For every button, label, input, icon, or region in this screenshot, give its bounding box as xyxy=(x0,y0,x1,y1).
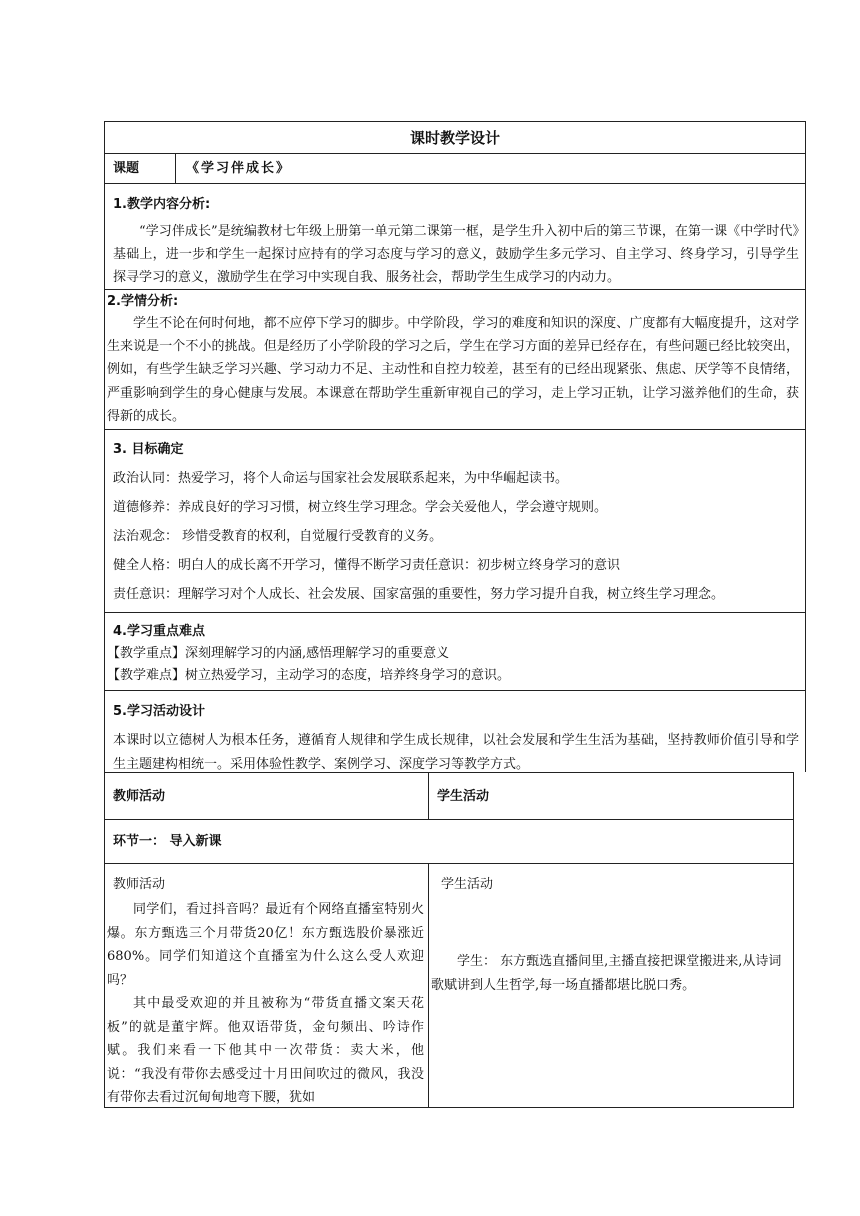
student-activity-text: 学生： 东方甄选直播间里,主播直接把课堂搬进来,从诗词歌赋讲到人生哲学,每一场直播都堪比脱口秀。 xyxy=(431,954,782,993)
teacher-activity-cell xyxy=(105,864,429,1107)
teacher-activity-paragraph-2: 其中最受欢迎的并且被称为“带货直播文案天花板”的就是董宇辉。他双语带货，金句频出、吟诗作赋。我们来看一下他其中一次带货：卖大米，他说：“我没有带你去感受过十月田间吹过的微风，我没有带你去看过沉甸甸地弯下腰，犹如 xyxy=(107,996,424,1105)
stage-one-activities xyxy=(104,863,794,1108)
goal-responsibility: 责任意识：理解学习对个人成长、社会发展、国家富强的重要性，努力学习提升自我，树立终生学习理念。 xyxy=(113,587,725,602)
activity-design-text: 本课时以立德树人为根本任务，遵循育人规律和学生成长规律，以社会发展和学生生活为基础，坚持教师价值引导和学生主题建构相统一。采用体验性教学、案例学习、深度学习等教学方式。 xyxy=(113,733,799,772)
student-activity-header: 学生活动 xyxy=(437,789,490,804)
content-analysis-heading: 1.教学内容分析: xyxy=(113,197,211,212)
table-title: 课时教学设计 xyxy=(104,121,806,153)
objectives-section xyxy=(104,429,806,612)
learner-analysis-heading: 2.学情分析: xyxy=(107,294,179,309)
teacher-activity-paragraph-1: 同学们，看过抖音吗？最近有个网络直播室特别火爆。东方甄选三个月带货20亿！东方甄选股价暴涨近680%。同学们知道这个直播室为什么这么受人欢迎吗？ xyxy=(107,902,424,988)
goal-sound-personality: 健全人格：明白人的成长离不开学习，懂得不断学习责任意识：初步树立终身学习的意识 xyxy=(113,558,621,573)
lesson-design-table xyxy=(104,121,806,1108)
goal-political-identity: 政治认同：热爱学习，将个人命运与国家社会发展联系起来，为中华崛起读书。 xyxy=(113,471,569,486)
activity-design-heading: 5.学习活动设计 xyxy=(113,704,205,719)
key-points-heading: 4.学习重点难点 xyxy=(113,624,205,639)
student-activity-label: 学生活动 xyxy=(441,877,494,892)
topic-label: 课题 xyxy=(105,154,176,183)
teaching-difficulty: 【教学难点】树立热爱学习，主动学习的态度，培养终身学习的意识。 xyxy=(107,668,511,683)
activity-design-section xyxy=(104,690,806,772)
activity-columns-header xyxy=(104,772,794,819)
teaching-key-point: 【教学重点】深刻理解学习的内涵,感悟理解学习的重要意义 xyxy=(107,646,450,661)
student-activity-cell xyxy=(429,864,793,1107)
content-analysis-text: “学习伴成长”是统编教材七年级上册第一单元第二课第一框，是学生升入初中后的第三节课，在第一课《中学时代》基础上，进一步和学生一起探讨应持有的学习态度与学习的意义，鼓励学生多元学习、自主学习、终身学习，引导学生探寻学习的意义，激励学生在学习中实现自我、服务社会，帮助学生生成学习的内动力。 xyxy=(113,224,799,285)
objectives-heading: 3. 目标确定 xyxy=(113,442,184,457)
teacher-activity-label: 教师活动 xyxy=(113,877,166,892)
goal-rule-of-law: 法治观念： 珍惜受教育的权利，自觉履行受教育的义务。 xyxy=(113,529,443,544)
stage-one-row: 环节一： 导入新课 xyxy=(104,819,794,863)
learner-analysis-text: 学生不论在何时何地，都不应停下学习的脚步。中学阶段，学习的难度和知识的深度、广度都有大幅度提升，这对学生来说是一个不小的挑战。但是经历了小学阶段的学习之后，学生在学习方面的差异已经存在，有些问题已经比较突出，例如，有些学生缺乏学习兴趣、学习动力不足、主动性和自控力较差，甚至有的已经出现紧张、焦虑、厌学等不良情绪，严重影响到学生的身心健康与发展。本课意在帮助学生重新审视自己的学习，走上学习正轨，让学习滋养他们的生命，获得新的成长。 xyxy=(107,316,799,424)
activity-table xyxy=(104,772,794,1108)
key-points-section xyxy=(104,612,806,690)
content-analysis-section xyxy=(104,183,806,289)
topic-value: 《学习伴成长》 xyxy=(186,161,292,176)
goal-moral-cultivation: 道德修养：养成良好的学习习惯，树立终生学习理念。学会关爱他人，学会遵守规则。 xyxy=(113,500,608,515)
teacher-activity-header: 教师活动 xyxy=(105,773,429,819)
learner-analysis-section xyxy=(104,289,806,429)
topic-row xyxy=(104,153,806,183)
